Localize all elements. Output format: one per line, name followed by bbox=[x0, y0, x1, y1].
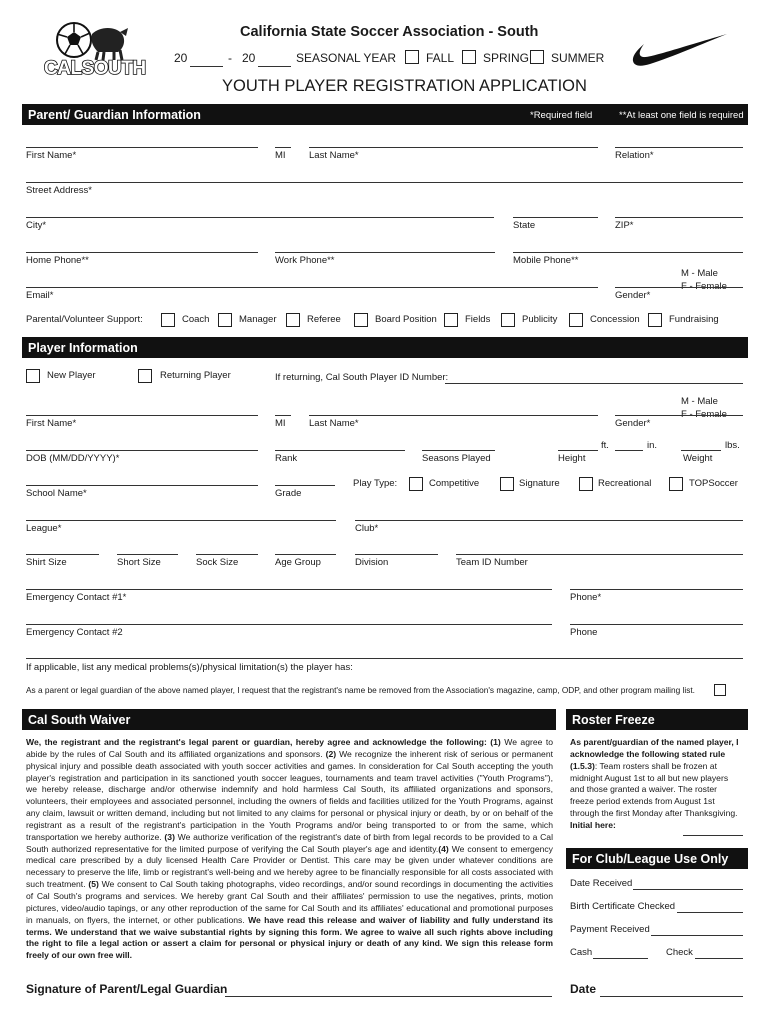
year-prefix-2: 20 bbox=[242, 51, 256, 65]
support-checkbox-fundraising[interactable] bbox=[648, 313, 662, 327]
date-field[interactable] bbox=[600, 996, 743, 997]
org-title: California State Soccer Association - South bbox=[240, 24, 539, 40]
guardian-mi-label: MI bbox=[275, 150, 286, 161]
dob-field[interactable] bbox=[26, 450, 258, 451]
date-received-label: Date Received bbox=[570, 878, 633, 889]
phone2-label: Phone bbox=[570, 627, 598, 638]
support-checkbox-referee[interactable] bbox=[286, 313, 300, 327]
roster-initial-label: Initial here: bbox=[570, 819, 616, 830]
league-label: League* bbox=[26, 523, 62, 534]
guardian-last-name-field[interactable] bbox=[309, 147, 598, 148]
waiver-section-title: Cal South Waiver bbox=[28, 713, 131, 727]
new-player-label: New Player bbox=[47, 370, 96, 381]
medical-field-top[interactable] bbox=[26, 658, 743, 659]
guardian-section-title: Parent/ Guardian Information bbox=[28, 108, 201, 122]
form-title: YOUTH PLAYER REGISTRATION APPLICATION bbox=[222, 77, 587, 95]
state-label: State bbox=[513, 220, 536, 231]
guardian-first-name-label: First Name* bbox=[26, 150, 77, 161]
rank-field[interactable] bbox=[275, 450, 405, 451]
height-label: Height bbox=[558, 453, 586, 464]
in-label: in. bbox=[647, 440, 658, 451]
date-received-field[interactable] bbox=[633, 889, 743, 890]
team-id-field[interactable] bbox=[456, 554, 743, 555]
play-type-topsoccer: TOPSoccer bbox=[689, 478, 738, 489]
play-type-checkbox-recreational[interactable] bbox=[579, 477, 593, 491]
guardian-relation-field[interactable] bbox=[615, 147, 743, 148]
roster-initial-field[interactable] bbox=[683, 835, 743, 836]
support-option-publicity: Publicity bbox=[522, 314, 558, 325]
weight-label: Weight bbox=[683, 453, 713, 464]
waiver-intro: We, the registrant and the registrant's legal parent or guardian, hereby agree and acknowledge the following: bbox=[26, 737, 491, 747]
birth-cert-field[interactable] bbox=[677, 912, 743, 913]
short-size-label: Short Size bbox=[117, 557, 161, 568]
birth-cert-label: Birth Certificate Checked bbox=[570, 901, 676, 912]
ft-label: ft. bbox=[601, 440, 609, 451]
emergency1-label: Emergency Contact #1* bbox=[26, 592, 127, 603]
guardian-gender-f: F - Female bbox=[681, 281, 727, 292]
player-section-title: Player Information bbox=[28, 341, 138, 355]
check-field[interactable] bbox=[695, 958, 743, 959]
guardian-gender-field[interactable] bbox=[615, 287, 743, 288]
division-field[interactable] bbox=[355, 554, 438, 555]
shirt-size-label: Shirt Size bbox=[26, 557, 67, 568]
player-first-name-label: First Name* bbox=[26, 418, 77, 429]
summer-label: SUMMER bbox=[551, 51, 605, 65]
waiver-clause-5: We consent to Cal South taking photographs, video recordings, and/or sound recordings in documenting the activities of Cal South's programs and services. We hereby grant Cal South and their affiliates' permission to use the negatives, prints, motion pictures, video/audio tapings, or any other reproduction of the same for Cal South and its affiliates' educational and promotional purposes in manuals, on flyers, the internet, or other publications. bbox=[26, 879, 553, 925]
short-size-field[interactable] bbox=[117, 554, 178, 555]
waiver-clause-3: We authorize verification of the registrant's date of birth from legal records to be provided to a Cal South authorized representative for the limited purpose of verifying the Cal South player's age and identity. bbox=[26, 831, 553, 854]
guardian-relation-label: Relation* bbox=[615, 150, 654, 161]
waiver-section-bar bbox=[22, 709, 556, 730]
mobile-phone-field[interactable] bbox=[513, 252, 743, 253]
support-checkbox-board[interactable] bbox=[354, 313, 368, 327]
lbs-label: lbs. bbox=[725, 440, 740, 451]
play-type-checkbox-topsoccer[interactable] bbox=[669, 477, 683, 491]
play-type-signature: Signature bbox=[519, 478, 560, 489]
mailing-optout-checkbox[interactable] bbox=[714, 684, 726, 696]
sock-size-label: Sock Size bbox=[196, 557, 239, 568]
age-group-field[interactable] bbox=[275, 554, 336, 555]
home-phone-field[interactable] bbox=[26, 252, 258, 253]
grade-field[interactable] bbox=[275, 485, 335, 486]
player-gender-label: Gender* bbox=[615, 418, 651, 429]
cash-label: Cash bbox=[570, 947, 593, 958]
roster-bold-intro: As parent/guardian of the named player, I acknowledge the following stated rule (1.5.3) bbox=[570, 737, 739, 771]
medical-label: If applicable, list any medical problems(s)/physical limitation(s) the player has: bbox=[26, 662, 353, 673]
zip-field[interactable] bbox=[615, 217, 743, 218]
play-type-recreational: Recreational bbox=[598, 478, 652, 489]
office-section-title: For Club/League Use Only bbox=[572, 852, 729, 866]
player-mi-field[interactable] bbox=[275, 415, 291, 416]
support-option-fundraising: Fundraising bbox=[669, 314, 719, 325]
support-checkbox-publicity[interactable] bbox=[501, 313, 515, 327]
waiver-bold-end: We have read this release and waiver of liability and fully understand its terms. We understand that we waive substantial rights by signing this form. We agree to waive all such rights above including the right to file a legal action or assert a claim for personal or physical injury or death of any kind. We sign this release form freely of our own free will. bbox=[26, 914, 553, 961]
player-last-name-label: Last Name* bbox=[309, 418, 359, 429]
support-label: Parental/Volunteer Support: bbox=[26, 314, 143, 325]
required-note: *Required field bbox=[530, 110, 593, 121]
roster-section-title: Roster Freeze bbox=[572, 713, 655, 727]
emergency1-field[interactable] bbox=[26, 589, 552, 590]
payment-field[interactable] bbox=[651, 935, 743, 936]
returning-player-label: Returning Player bbox=[160, 370, 231, 381]
guardian-gender-m: M - Male bbox=[681, 268, 718, 279]
year-start-field[interactable] bbox=[190, 66, 223, 67]
club-label: Club* bbox=[355, 523, 379, 534]
street-address-label: Street Address* bbox=[26, 185, 93, 196]
waiver-text bbox=[26, 737, 553, 962]
roster-text bbox=[570, 737, 742, 832]
zip-label: ZIP* bbox=[615, 220, 634, 231]
seasonal-year-label: SEASONAL YEAR bbox=[296, 51, 397, 65]
work-phone-field[interactable] bbox=[275, 252, 495, 253]
support-option-referee: Referee bbox=[307, 314, 341, 325]
logo-text: CALSOUTH bbox=[44, 58, 146, 79]
play-type-label: Play Type: bbox=[353, 478, 398, 489]
support-checkbox-concession[interactable] bbox=[569, 313, 583, 327]
age-group-label: Age Group bbox=[275, 557, 321, 568]
waiver-clause-4: We consent to emergency medical care prescribed by a duly licensed Health Care Provider or Dentist. This care may be given under whatever conditions are necessary to preserve the life, limb or registrant's well-being and we hereby agree to be financially responsible for all costs associated with such treatment. bbox=[26, 843, 553, 890]
weight-field[interactable] bbox=[681, 450, 721, 451]
phone2-field[interactable] bbox=[570, 624, 743, 625]
date-label: Date bbox=[570, 982, 597, 996]
player-first-name-field[interactable] bbox=[26, 415, 258, 416]
email-label: Email* bbox=[26, 290, 54, 301]
seasons-played-field[interactable] bbox=[422, 450, 495, 451]
school-field[interactable] bbox=[26, 485, 258, 486]
waiver-num-1: (1) bbox=[490, 737, 501, 747]
waiver-num-2: (2) bbox=[325, 748, 337, 759]
play-type-competitive: Competitive bbox=[429, 478, 480, 489]
player-mi-label: MI bbox=[275, 418, 286, 429]
year-prefix-1: 20 bbox=[174, 51, 188, 65]
support-option-fields: Fields bbox=[465, 314, 491, 325]
waiver-num-3: (3) bbox=[164, 831, 175, 842]
waiver-num-5: (5) bbox=[88, 879, 99, 890]
waiver-num-4: (4) bbox=[438, 843, 449, 854]
fall-checkbox[interactable] bbox=[405, 50, 419, 64]
street-address-field[interactable] bbox=[26, 182, 743, 183]
roster-body: : Team rosters shall be frozen at midnight August 1st to all but new players and those granted a waiver. The roster freeze period extends from August 1st through the first Monday after Thanksgiving. bbox=[570, 760, 738, 819]
returning-player-checkbox[interactable] bbox=[138, 369, 152, 383]
sock-size-field[interactable] bbox=[196, 554, 258, 555]
signature-field[interactable] bbox=[225, 996, 552, 997]
player-gender-field[interactable] bbox=[615, 415, 743, 416]
guardian-section-bar bbox=[22, 104, 748, 125]
support-option-board: Board Position bbox=[375, 314, 437, 325]
height-in-field[interactable] bbox=[615, 450, 643, 451]
new-player-checkbox[interactable] bbox=[26, 369, 40, 383]
support-checkbox-coach[interactable] bbox=[161, 313, 175, 327]
payment-label: Payment Received bbox=[570, 924, 650, 935]
shirt-size-field[interactable] bbox=[26, 554, 99, 555]
calsouth-logo bbox=[42, 20, 146, 84]
phone1-field[interactable] bbox=[570, 589, 743, 590]
support-checkbox-manager[interactable] bbox=[218, 313, 232, 327]
support-option-manager: Manager bbox=[239, 314, 277, 325]
spring-label: SPRING bbox=[483, 51, 530, 65]
play-type-checkbox-competitive[interactable] bbox=[409, 477, 423, 491]
guardian-gender-label: Gender* bbox=[615, 290, 651, 301]
swoosh-logo bbox=[632, 30, 728, 75]
league-field[interactable] bbox=[26, 520, 336, 521]
phone1-label: Phone* bbox=[570, 592, 602, 603]
office-section-bar bbox=[566, 848, 748, 869]
returning-id-label: If returning, Cal South Player ID Number: bbox=[275, 372, 449, 383]
email-field[interactable] bbox=[26, 287, 598, 288]
support-checkbox-fields[interactable] bbox=[444, 313, 458, 327]
height-ft-field[interactable] bbox=[558, 450, 598, 451]
grade-label: Grade bbox=[275, 488, 302, 499]
dob-label: DOB (MM/DD/YYYY)* bbox=[26, 453, 120, 464]
seasons-played-label: Seasons Played bbox=[422, 453, 491, 464]
cash-field[interactable] bbox=[593, 958, 648, 959]
signature-label: Signature of Parent/Legal Guardian bbox=[26, 982, 228, 996]
guardian-mi-field[interactable] bbox=[275, 147, 291, 148]
spring-checkbox[interactable] bbox=[462, 50, 476, 64]
emergency2-label: Emergency Contact #2 bbox=[26, 627, 123, 638]
atleast-note: **At least one field is required bbox=[619, 110, 744, 121]
player-last-name-field[interactable] bbox=[309, 415, 598, 416]
mailing-optout-text: As a parent or legal guardian of the above named player, I request that the registrant's name be removed from the Association's magazine, camp, ODP, and other program mailing list. bbox=[26, 685, 695, 695]
work-phone-label: Work Phone** bbox=[275, 255, 335, 266]
emergency2-field[interactable] bbox=[26, 624, 552, 625]
fall-label: FALL bbox=[426, 51, 455, 65]
year-end-field[interactable] bbox=[258, 66, 291, 67]
player-section-bar bbox=[22, 337, 748, 358]
support-option-coach: Coach bbox=[182, 314, 210, 325]
mobile-phone-label: Mobile Phone** bbox=[513, 255, 579, 266]
year-dash: - bbox=[228, 51, 232, 65]
club-field[interactable] bbox=[355, 520, 743, 521]
team-id-label: Team ID Number bbox=[456, 557, 528, 568]
waiver-clause-1: We agree to abide by the rules of Cal South and its affiliated organizations and sponsors. bbox=[26, 737, 554, 759]
home-phone-label: Home Phone** bbox=[26, 255, 89, 266]
school-label: School Name* bbox=[26, 488, 87, 499]
roster-section-bar bbox=[566, 709, 748, 730]
returning-id-field[interactable] bbox=[445, 383, 743, 384]
waiver-clause-2: We recognize the inherent risk of serious or permanent physical injury and possible death associated with youth soccer activities and games. In consideration for Cal South accepting the youth player's registration and participation in its sanctioned youth soccer leagues, tournaments and team travel activities ("Youth Programs"), we hereby release, discharge and/or otherwise indemnify and hold harmless Cal South, its affiliated organizations and sponsors, volunteers, their employees and associated personnel, including the owners of fields and facilities utilized for the Youth Programs, against any claim, lawsuit or written demand, including but not limited to any claims for personal or physical injury or death, by or on behalf of the registrant as a result of the registrant's participation in the Youth Programs and/or being transported to or from the same, which transportation we hereby authorize. bbox=[26, 748, 553, 842]
city-label: City* bbox=[26, 220, 47, 231]
summer-checkbox[interactable] bbox=[530, 50, 544, 64]
guardian-last-name-label: Last Name* bbox=[309, 150, 359, 161]
rank-label: Rank bbox=[275, 453, 298, 464]
play-type-checkbox-signature[interactable] bbox=[500, 477, 514, 491]
player-gender-f: F - Female bbox=[681, 409, 727, 420]
city-field[interactable] bbox=[26, 217, 494, 218]
state-field[interactable] bbox=[513, 217, 598, 218]
player-gender-m: M - Male bbox=[681, 396, 718, 407]
check-label: Check bbox=[666, 947, 693, 958]
guardian-first-name-field[interactable] bbox=[26, 147, 258, 148]
division-label: Division bbox=[355, 557, 389, 568]
support-option-concession: Concession bbox=[590, 314, 640, 325]
